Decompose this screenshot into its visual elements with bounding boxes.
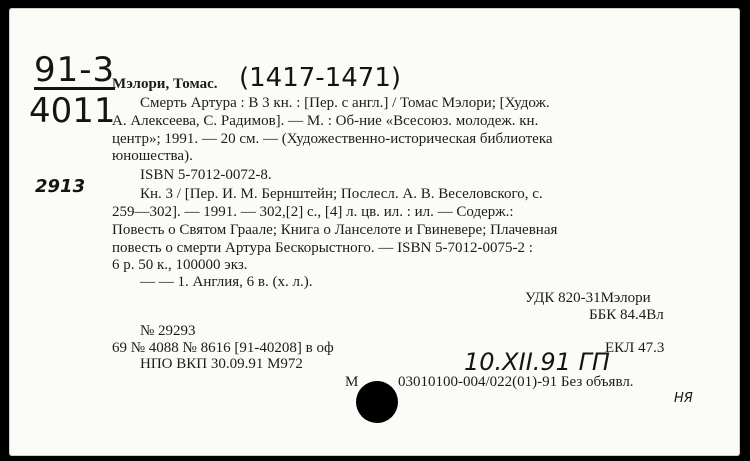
udk-code: УДК 820-31Мэлори (525, 290, 651, 306)
card-number: № 29293 (140, 323, 196, 339)
volume-line-5: 6 р. 50 к., 100000 экз. (112, 257, 248, 273)
date-note: 10.XII.91 ГП (464, 348, 610, 376)
title-line-4: юношества). (112, 148, 193, 164)
volume-line-2: 259—302]. — 1991. — 302,[2] с., [4] л. цв. ил. : ил. — Содерж.: (112, 204, 514, 220)
volume-line-1: Кн. 3 / [Пер. И. М. Бернштейн; Послесл. А. В. Веселовского, с. (140, 186, 543, 202)
title-line-3: центр»; 1991. — 20 см. — (Художественно-историческая библиотека (112, 131, 553, 147)
npo-line: НПО ВКП 30.09.91 М972 (140, 356, 303, 372)
life-dates: (1417-1471) (239, 63, 402, 93)
bbk-code: ББК 84.4Вл (589, 307, 664, 323)
punch-hole (356, 381, 398, 423)
title-line-2: А. Алексеева, С. Радимов]. — М. : Об-ние «Всесоюз. молодеж. кн. (112, 113, 539, 129)
initials: НЯ (674, 391, 693, 406)
author-heading: Мэлори, Томас. (112, 76, 218, 92)
volume-line-4: повесть о смерти Артура Бескорыстного. — ISBN 5-7012-0075-2 : (112, 240, 533, 256)
catalog-card (9, 8, 740, 456)
call-number-bottom: 4011 (29, 91, 116, 131)
subject-line: — — 1. Англия, 6 в. (х. л.). (140, 274, 313, 290)
side-number: 2913 (35, 176, 86, 197)
call-number-top: 91-3 (34, 50, 116, 90)
order-line: 69 № 4088 № 8616 [91-40208] в оф (112, 340, 334, 356)
code-prefix: М (345, 374, 359, 390)
volume-line-3: Повесть о Святом Граале; Книга о Ланселоте и Гвиневере; Плачевная (112, 222, 558, 238)
title-line-1: Смерть Артура : В 3 кн. : [Пер. с англ.] / Томас Мэлори; [Худож. (140, 95, 550, 111)
isbn-line: ISBN 5-7012-0072-8. (140, 167, 272, 183)
code-line: 03010100-004/022(01)-91 Без объявл. (398, 374, 634, 390)
ekl-code: ЕКЛ 47.3 (605, 340, 665, 356)
